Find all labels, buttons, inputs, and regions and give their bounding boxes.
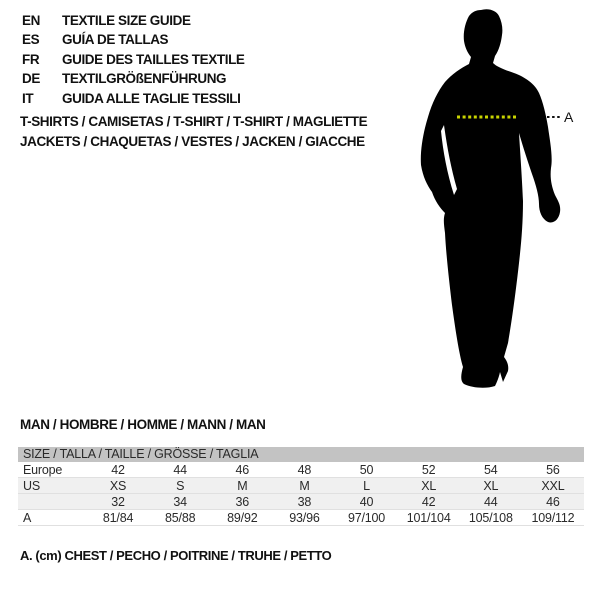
- language-code: IT: [22, 90, 34, 106]
- language-row: [22, 11, 245, 30]
- table-row-numeric: [18, 494, 584, 510]
- size-value: 36: [235, 494, 250, 509]
- size-value: 56: [546, 462, 560, 477]
- language-code: ES: [22, 32, 40, 48]
- size-value: 50: [359, 462, 374, 477]
- size-value: 40: [359, 494, 374, 509]
- male-silhouette-figure: [412, 5, 577, 400]
- language-row: [22, 89, 245, 108]
- size-value: 38: [297, 494, 312, 509]
- size-value: S: [176, 478, 185, 493]
- category-line-jackets: JACKETS / CHAQUETAS / VESTES / JACKEN / GIACCHE: [20, 133, 365, 149]
- table-row-chest: [18, 510, 584, 526]
- row-label: US: [23, 478, 40, 493]
- language-title: GUIDA ALLE TAGLIE TESSILI: [62, 90, 241, 106]
- measurement-footnote: A. (cm) CHEST / PECHO / POITRINE / TRUHE / PETTO: [20, 548, 332, 563]
- gender-heading: MAN / HOMBRE / HOMME / MANN / MAN: [20, 417, 266, 432]
- table-row-us: [18, 478, 584, 494]
- language-code: DE: [22, 71, 40, 87]
- language-code: FR: [22, 51, 40, 67]
- size-value: 48: [297, 462, 312, 477]
- size-value: 34: [173, 494, 187, 509]
- size-value: 44: [484, 494, 498, 509]
- size-value: 46: [235, 462, 250, 477]
- language-row: [22, 50, 245, 69]
- language-title: TEXTILGRÖßENFÜHRUNG: [62, 71, 227, 87]
- size-value: 44: [173, 462, 187, 477]
- size-value: 54: [484, 462, 498, 477]
- size-value: L: [363, 478, 370, 493]
- measure-label-a: A: [564, 109, 574, 125]
- category-lines: [20, 112, 367, 152]
- size-value: M: [237, 478, 248, 493]
- size-value: 32: [111, 494, 125, 509]
- language-row: [22, 69, 245, 88]
- size-value: 105/108: [468, 510, 513, 525]
- language-code: EN: [22, 13, 40, 28]
- size-value: XL: [421, 478, 437, 493]
- male-silhouette: [421, 9, 560, 387]
- language-list: [22, 11, 245, 108]
- size-value: 42: [421, 494, 436, 509]
- size-value: 52: [421, 462, 436, 477]
- size-value: 42: [111, 462, 125, 477]
- row-label: A: [23, 510, 32, 525]
- language-title: TEXTILE SIZE GUIDE: [62, 13, 191, 28]
- size-value: 89/92: [227, 510, 258, 525]
- language-title: GUÍA DE TALLAS: [62, 32, 169, 48]
- size-value: XL: [483, 478, 499, 493]
- size-value: 101/104: [406, 510, 451, 525]
- table-row-europe: [18, 462, 584, 478]
- size-value: 97/100: [348, 510, 386, 525]
- size-value: 46: [546, 494, 560, 509]
- size-value: 109/112: [531, 510, 575, 525]
- category-line-tshirts: T-SHIRTS / CAMISETAS / T-SHIRT / T-SHIRT / MAGLIETTE: [20, 114, 368, 129]
- language-row: [22, 30, 245, 49]
- size-value: 85/88: [165, 510, 196, 525]
- size-value: XS: [109, 478, 127, 493]
- size-table: [18, 447, 584, 526]
- row-label: Europe: [23, 462, 63, 477]
- size-value: 81/84: [102, 510, 134, 525]
- size-value: XXL: [541, 478, 565, 493]
- size-table-header: SIZE / TALLA / TAILLE / GRÖSSE / TAGLIA: [18, 447, 584, 462]
- size-value: 93/96: [289, 510, 320, 525]
- size-value: M: [299, 478, 310, 493]
- language-title: GUIDE DES TAILLES TEXTILE: [62, 51, 245, 67]
